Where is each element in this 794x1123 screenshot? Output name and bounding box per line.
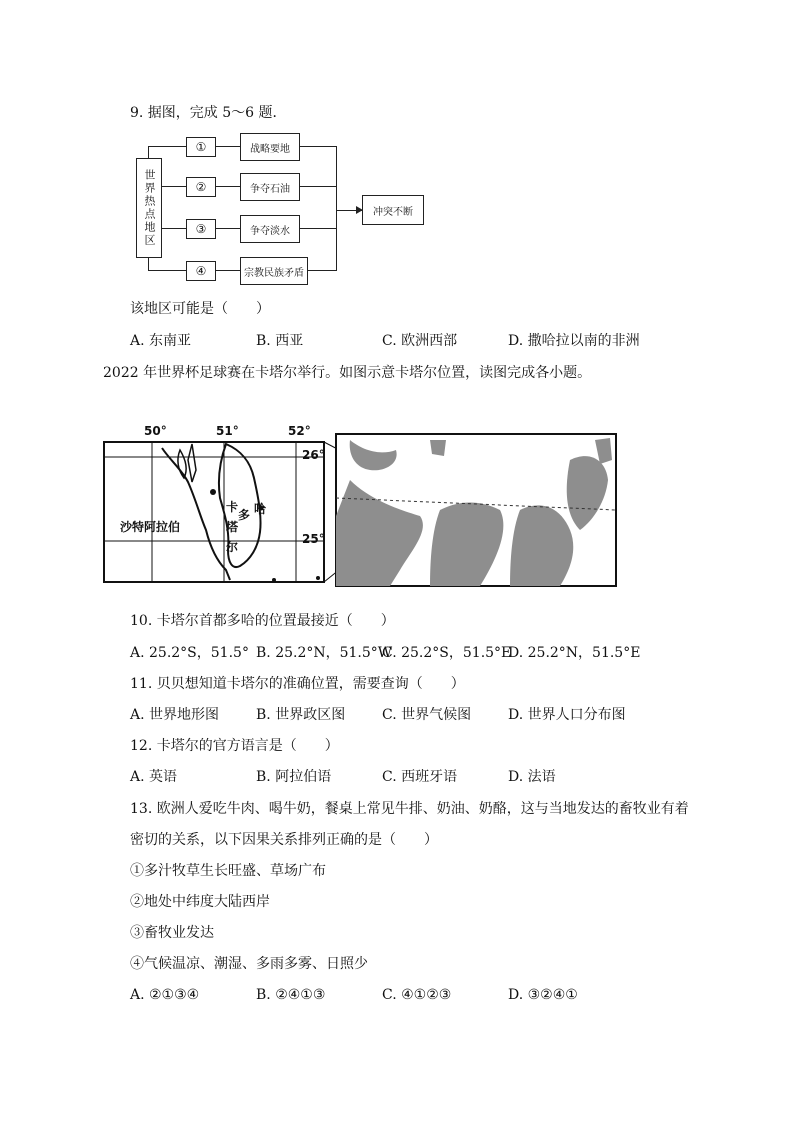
lat-label-25: 25°: [302, 532, 325, 546]
map-graphic: [100, 420, 620, 590]
diagram-number-3: ③: [186, 219, 216, 239]
lon-label-51: 51°: [216, 424, 239, 438]
q9-option-c: C. 欧洲西部: [382, 333, 458, 349]
diagram-item-1: 战略要地: [240, 133, 300, 161]
qatar-map: [100, 420, 620, 590]
country-label-saudi: 沙特阿拉伯: [120, 520, 181, 534]
lon-label-50: 50°: [144, 424, 167, 438]
q13-statement-3: ③畜牧业发达: [130, 925, 214, 941]
q11-option-a: A. 世界地形图: [130, 707, 220, 723]
diagram-item-2: 争夺石油: [240, 173, 300, 201]
q12-option-a: A. 英语: [130, 769, 178, 785]
q13-option-a: A. ②①③④: [130, 987, 200, 1003]
q12-option-c: C. 西班牙语: [382, 769, 458, 785]
doha-char-2: 哈: [254, 502, 267, 516]
q13-statement-1: ①多汁牧草生长旺盛、草场广布: [130, 863, 326, 879]
q13-option-d: D. ③②④①: [508, 987, 578, 1003]
qatar-char-1: 卡: [226, 500, 239, 514]
q13-statement-2: ②地处中纬度大陆西岸: [130, 894, 270, 910]
q10-option-a: A. 25.2°S，51.5°: [130, 645, 249, 661]
q9-option-b: B. 西亚: [256, 333, 304, 349]
q11-option-d: D. 世界人口分布图: [508, 707, 626, 723]
q13-stem-line1: 13. 欧洲人爱吃牛肉、喝牛奶，餐桌上常见牛排、奶油、奶酪，这与当地发达的畜牧业有着: [130, 801, 689, 817]
q11-option-c: C. 世界气候图: [382, 707, 472, 723]
intro-text: 2022 年世界杯足球赛在卡塔尔举行。如图示意卡塔尔位置，读图完成各小题。: [103, 365, 592, 381]
q13-option-b: B. ②④①③: [256, 987, 326, 1003]
q13-option-c: C. ④①②③: [382, 987, 452, 1003]
lat-label-26: 26°: [302, 448, 325, 462]
q11-option-b: B. 世界政区图: [256, 707, 346, 723]
diagram-number-1: ①: [186, 137, 216, 157]
q9-option-d: D. 撒哈拉以南的非洲: [508, 333, 640, 349]
q10-stem: 10. 卡塔尔首都多哈的位置最接近（ ）: [130, 613, 395, 629]
q10-option-d: D. 25.2°N，51.5°E: [508, 645, 641, 661]
diagram-item-3: 争夺淡水: [240, 215, 300, 243]
q12-option-b: B. 阿拉伯语: [256, 769, 332, 785]
diagram-item-4: 宗教民族矛盾: [240, 257, 308, 285]
q10-option-c: C. 25.2°S，51.5°E: [382, 645, 512, 661]
diagram-number-2: ②: [186, 177, 216, 197]
diagram-left-label: 世界热点地区: [143, 169, 156, 247]
q11-stem: 11. 贝贝想知道卡塔尔的准确位置，需要查询（ ）: [130, 676, 465, 692]
diagram-result: 冲突不断: [362, 195, 424, 225]
diagram-number-4: ④: [186, 261, 216, 281]
qatar-char-2: 塔: [226, 520, 239, 534]
q10-option-b: B. 25.2°N，51.5°W: [256, 645, 393, 661]
q9-question: 该地区可能是（ ）: [130, 301, 270, 317]
q9-heading: 9. 据图，完成 5～6 题．: [130, 105, 287, 121]
diagram-left-box: [136, 158, 162, 258]
q13-statement-4: ④气候温凉、潮湿、多雨多雾、日照少: [130, 956, 368, 972]
q12-stem: 12. 卡塔尔的官方语言是（ ）: [130, 738, 339, 754]
lon-label-52: 52°: [288, 424, 311, 438]
q13-stem-line2: 密切的关系，以下因果关系排列正确的是（ ）: [130, 832, 438, 848]
q12-option-d: D. 法语: [508, 769, 556, 785]
qatar-char-3: 尔: [226, 540, 239, 554]
doha-char-1: 多: [238, 508, 251, 522]
q9-option-a: A. 东南亚: [130, 333, 192, 349]
